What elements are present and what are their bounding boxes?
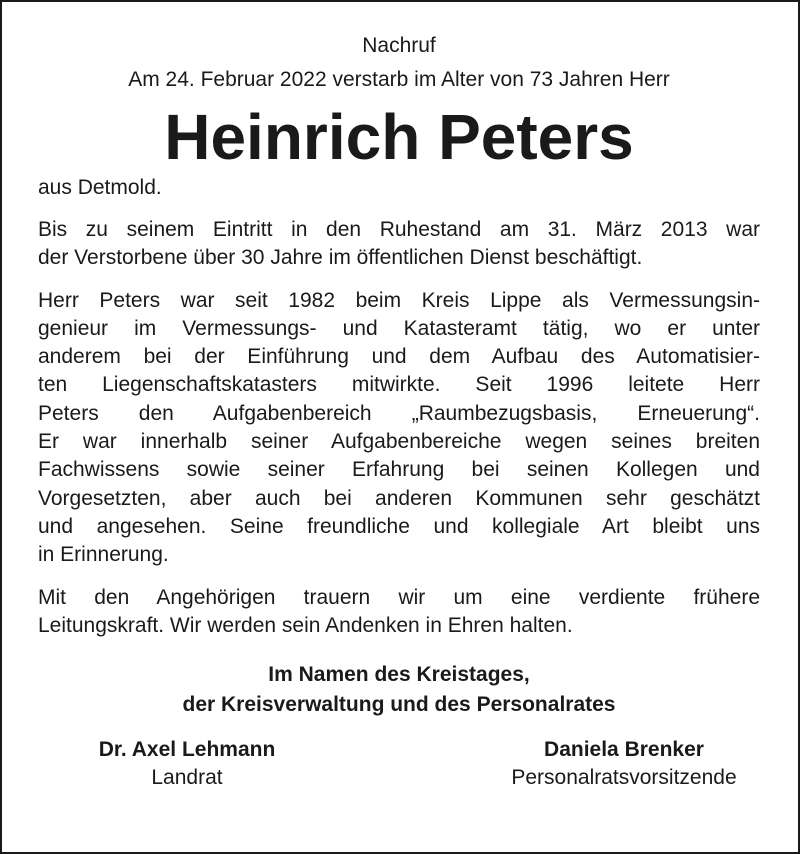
organization-block [38, 660, 760, 720]
signer-landrat [22, 736, 352, 792]
intro-line: Am 24. Februar 2022 verstarb im Alter von 73 Jahren Herr [128, 68, 670, 91]
paragraph-line: Mit den Angehörigen trauern wir um eine verdiente frühere [38, 585, 760, 609]
paragraph-career [38, 287, 760, 570]
paragraph-retirement [38, 216, 760, 273]
signer-role: Personalratsvorsitzende [511, 766, 737, 790]
paragraph-line: Peters den Aufgabenbereich „Raumbezugsbasis, Erneuerung“. [38, 401, 760, 425]
notice-title: Nachruf [362, 34, 436, 57]
organization-line: der Kreisverwaltung und des Personalrates [182, 693, 616, 717]
paragraph-line: Leitungskraft. Wir werden sein Andenken in Ehren halten. [38, 613, 573, 637]
paragraph-line: und angesehen. Seine freundliche und kollegiale Art bleibt uns [38, 514, 760, 538]
paragraph-line: der Verstorbene über 30 Jahre im öffentlichen Dienst beschäftigt. [38, 246, 643, 270]
signer-name: Dr. Axel Lehmann [98, 738, 276, 762]
paragraph-line: Fachwissens sowie seiner Erfahrung bei seinen Kollegen und [38, 458, 760, 482]
signatories [38, 736, 760, 792]
paragraph-line: ten Liegenschaftskatasters mitwirkte. Seit 1996 leitete Herr [38, 373, 760, 397]
paragraph-line: Er war innerhalb seiner Aufgabenbereiche wegen seines breiten [38, 430, 760, 454]
organization-line: Im Namen des Kreistages, [268, 663, 530, 687]
paragraph-condolence [38, 584, 760, 641]
paragraph-line: Vorgesetzten, aber auch bei anderen Kommunen sehr geschätzt [38, 486, 760, 510]
obituary-notice [38, 32, 760, 792]
origin-line: aus Detmold. [38, 176, 162, 199]
deceased-name: Heinrich Peters [164, 101, 634, 173]
paragraph-line: Herr Peters war seit 1982 beim Kreis Lippe als Vermessungsin- [38, 288, 760, 312]
paragraph-line: Bis zu seinem Eintritt in den Ruhestand am 31. März 2013 war [38, 218, 760, 241]
signer-role: Landrat [151, 766, 223, 790]
signer-personalrat [454, 736, 794, 792]
signer-name: Daniela Brenker [544, 738, 704, 762]
paragraph-line: in Erinnerung. [38, 543, 169, 567]
paragraph-line: anderem bei der Einführung und dem Aufbau des Automatisier- [38, 345, 760, 369]
paragraph-line: genieur im Vermessungs- und Katasteramt tätig, wo er unter [38, 316, 760, 340]
